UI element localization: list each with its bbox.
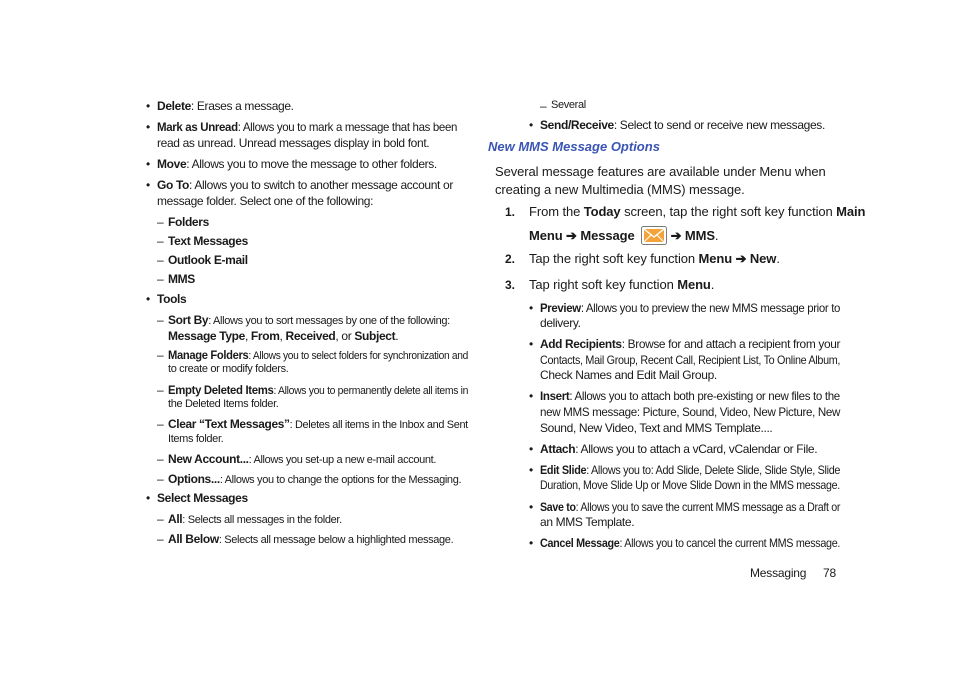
term: Clear “Text Messages” (168, 417, 290, 431)
dash: – (157, 512, 164, 526)
desc: : Allows you to attach a vCard, vCalendar or File. (575, 442, 818, 456)
sub-item-text-messages: Text Messages (168, 234, 248, 248)
sub-item-options (168, 472, 461, 486)
dash: – (157, 272, 164, 286)
list-item-continuation: Check Names and Edit Mail Group. (540, 368, 717, 382)
bullet: • (529, 337, 533, 351)
desc: : Allows you to cancel the current MMS message. (619, 536, 841, 550)
sub-item-continuation: Items folder. (168, 433, 224, 445)
term: Delete (157, 99, 191, 113)
step-term: ➔ MMS (670, 228, 715, 243)
list-item-continuation: message folder. Select one of the following: (157, 194, 374, 208)
step-number: 2. (505, 252, 515, 266)
separator: , or (335, 329, 355, 343)
term: Cancel Message (540, 536, 620, 550)
term: Go To (157, 178, 190, 192)
list-item-add-recipients (540, 337, 840, 351)
desc: : Selects all messages in the folder. (182, 514, 342, 526)
separator: , (279, 329, 286, 343)
desc: : Allows you to move the message to other folders. (186, 157, 437, 171)
sort-option: Message Type (168, 329, 245, 343)
step-1 (529, 204, 865, 219)
term: Edit Slide (540, 463, 587, 477)
desc: : Allows you to switch to another message account or (189, 178, 453, 192)
list-item-continuation: Duration, Move Slide Up or Move Slide Down in the MMS message. (540, 478, 840, 492)
bullet: • (146, 178, 150, 192)
term: Preview (540, 301, 581, 315)
bullet: • (146, 157, 150, 171)
list-item-continuation: Sound, New Video, Text and MMS Template.... (540, 421, 773, 435)
term: Move (157, 157, 187, 171)
desc: : Deletes all items in the Inbox and Sent (289, 419, 468, 431)
step-1-continuation (529, 226, 718, 245)
dash: – (157, 452, 164, 466)
list-item-tools: Tools (157, 292, 187, 306)
desc: : Allows you to attach both pre-existing or new files to the (569, 389, 840, 403)
sub-item-all (168, 512, 342, 526)
list-item-continuation: read as unread. Unread messages display in bold font. (157, 136, 430, 150)
desc: : Browse for and attach a recipient from your (621, 337, 841, 351)
dash: – (157, 234, 164, 248)
term: Insert (540, 389, 570, 403)
desc: : Selects all message below a highlighted message. (218, 534, 454, 546)
dash: – (157, 417, 164, 431)
step-term: Today (583, 204, 621, 219)
list-item-mark-unread (157, 120, 457, 134)
dash: – (157, 383, 164, 397)
list-item-continuation: Contacts, Mail Group, Recent Call, Recipient List, To Online Album, (540, 353, 841, 367)
list-item-edit-slide (540, 463, 840, 477)
bullet: • (529, 442, 533, 456)
desc: : Allows you to sort messages by one of the following: (208, 315, 450, 327)
dash: – (157, 313, 164, 327)
list-item-continuation: an MMS Template. (540, 515, 635, 529)
bullet: • (529, 463, 533, 477)
desc: : Allows you to: Add Slide, Delete Slide, Slide Style, Slide (586, 463, 841, 477)
term: Manage Folders (168, 348, 249, 362)
list-item-send-receive (540, 118, 825, 132)
list-item-insert (540, 389, 840, 403)
sub-item-mms: MMS (168, 272, 195, 286)
term: Save to (540, 500, 576, 514)
list-item-move (157, 157, 437, 171)
sub-item-manage-folders (168, 348, 468, 362)
intro-line: creating a new Multimedia (MMS) message. (495, 182, 745, 197)
sub-item-sort-by (168, 313, 450, 327)
sub-item-folders: Folders (168, 215, 209, 229)
sub-item-clear-text (168, 417, 468, 431)
bullet: • (529, 500, 533, 514)
term: New Account... (168, 452, 249, 466)
list-item-select-messages: Select Messages (157, 491, 248, 505)
term: Send/Receive (540, 118, 614, 132)
list-item-save-to (540, 500, 840, 514)
period: . (714, 228, 719, 243)
bullet: • (529, 301, 533, 315)
desc: : Allows you to select folders for synchronization and (248, 350, 468, 362)
sort-options (168, 329, 398, 343)
sort-option: Received (285, 329, 336, 343)
bullet: • (146, 120, 150, 134)
step-text: screen, tap the right soft key function (620, 204, 837, 219)
step-number: 3. (505, 278, 515, 292)
step-2 (529, 251, 780, 267)
desc: : Select to send or receive new messages. (613, 118, 825, 132)
bullet: • (146, 99, 150, 113)
sub-item-several: Several (551, 99, 586, 111)
term: All (168, 512, 183, 526)
period: . (395, 329, 399, 343)
sub-item-all-below (168, 532, 453, 546)
list-item-delete (157, 99, 294, 113)
intro-line: Several message features are available under Menu when (495, 164, 826, 179)
list-item-attach (540, 442, 817, 456)
dash: – (540, 99, 547, 113)
desc: : Allows you to save the current MMS message as a Draft or (575, 500, 841, 514)
step-number: 1. (505, 205, 515, 219)
separator: , (244, 329, 251, 343)
sort-option: Subject (354, 329, 396, 343)
dash: – (157, 215, 164, 229)
bullet: • (146, 491, 150, 505)
desc: : Allows you to mark a message that has been (237, 120, 458, 134)
term: Sort By (168, 313, 209, 327)
term: Mark as Unread (157, 120, 238, 134)
period: . (710, 277, 715, 292)
section-heading: New MMS Message Options (488, 139, 660, 154)
sort-option: From (250, 329, 280, 343)
list-item-continuation: new MMS message: Picture, Sound, Video, New Picture, New (540, 405, 841, 419)
list-item-go-to (157, 178, 453, 192)
bullet: • (146, 292, 150, 306)
list-item-preview (540, 301, 840, 315)
bullet: • (529, 118, 533, 132)
dash: – (157, 253, 164, 267)
dash: – (157, 532, 164, 546)
desc: : Allows you to permanently delete all items in (273, 385, 469, 397)
step-term: Menu ➔ Message (529, 228, 635, 243)
dash: – (157, 348, 164, 362)
step-3 (529, 277, 714, 292)
envelope-icon (641, 226, 667, 245)
step-text: From the (529, 204, 584, 219)
dash: – (157, 472, 164, 486)
step-term: Main (836, 204, 866, 219)
desc: : Allows you to change the options for the Messaging. (219, 474, 462, 486)
page-number: 78 (823, 566, 836, 580)
list-item-cancel-message (540, 536, 840, 550)
sub-item-continuation: to create or modify folders. (168, 363, 289, 375)
sub-item-outlook-email: Outlook E-mail (168, 253, 248, 267)
sub-item-continuation: the Deleted Items folder. (168, 398, 279, 410)
term: Add Recipients (540, 337, 622, 351)
desc: : Allows you set-up a new e-mail account. (248, 454, 437, 466)
step-term: Menu ➔ New (698, 251, 777, 266)
step-text: Tap right soft key function (529, 277, 678, 292)
bullet: • (529, 389, 533, 403)
step-term: Menu (677, 277, 711, 292)
footer-section: Messaging (750, 566, 807, 580)
desc: : Allows you to preview the new MMS message prior to (580, 301, 841, 315)
period: . (776, 251, 780, 266)
term: Attach (540, 442, 576, 456)
sub-item-empty-deleted (168, 383, 468, 397)
term: Empty Deleted Items (168, 383, 274, 397)
list-item-continuation: delivery. (540, 316, 581, 330)
term: Options... (168, 472, 220, 486)
term: All Below (168, 532, 219, 546)
step-text: Tap the right soft key function (529, 251, 699, 266)
sub-item-new-account (168, 452, 436, 466)
desc: : Erases a message. (190, 99, 294, 113)
bullet: • (529, 536, 533, 550)
